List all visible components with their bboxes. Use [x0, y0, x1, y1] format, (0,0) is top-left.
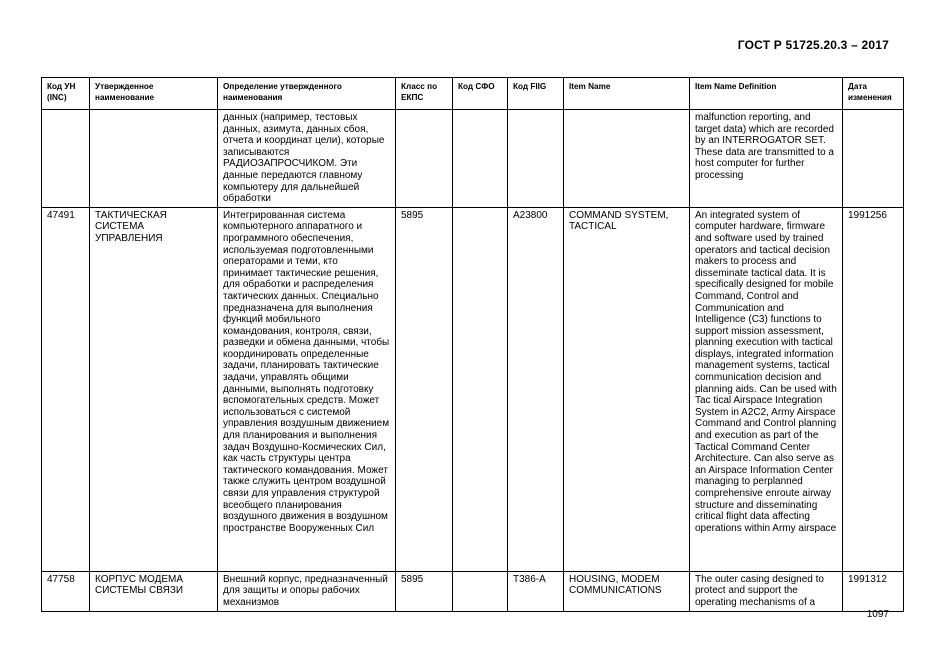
cell-inc: 47491	[42, 207, 90, 571]
cell-inc	[42, 110, 90, 208]
cell-definition-en: The outer casing designed to protect and support the operating mechanisms of a	[690, 571, 843, 611]
cell-class	[396, 110, 453, 208]
cell-definition-en: malfunction reporting, and target data) which are recorded by an INTERROGATOR SET. These data are transmitted to a host computer for further processing	[690, 110, 843, 208]
cell-definition-ru: данных (например, тестовых данных, азимута, данных сбоя, отчета и координат цели), которые записываются РАДИОЗАПРОСЧИКОМ. Эти данные передаются главному компьютеру для дальнейшей обработки	[218, 110, 396, 208]
cell-class: 5895	[396, 571, 453, 611]
cell-definition-ru: Интегрированная система компьютерного аппаратного и программного обеспечения, используемая подготовленными операторами и теми, кто принимает тактические решения, для обработки и распределения тактических данных. Специально предназначена для выполнения функций мобильного командования, контроля, связи, разведки и обмена данными, чтобы координировать определенные задачи, планировать тактические задачи, управлять общими данными, выполнять подготовку вспомогательных средств. Может использоваться с системой управления воздушным движением для планирования и выполнения задач Воздушно-Космических Сил, как часть структуры центра тактического командования. Может также служить центром воздушной связи для управления структурой всеобщего планирования воздушного движения в воздушном пространстве Вооруженных Сил	[218, 207, 396, 571]
table-row	[42, 110, 904, 208]
page-number: 1097	[866, 609, 889, 620]
col-header-inc: Код УН (INC)	[42, 78, 90, 110]
table-row	[42, 571, 904, 611]
cell-date	[843, 110, 904, 208]
document-standard-title: ГОСТ Р 51725.20.3 – 2017	[737, 38, 889, 52]
cell-item-name: COMMAND SYSTEM, TACTICAL	[564, 207, 690, 571]
col-header-class: Класс по ЕКПС	[396, 78, 453, 110]
table-header-row	[42, 78, 904, 110]
col-header-item-name-definition: Item Name Definition	[690, 78, 843, 110]
cell-sfo	[453, 571, 508, 611]
catalog-table	[41, 77, 904, 612]
cell-fiig: T386-A	[508, 571, 564, 611]
cell-definition-en: An integrated system of computer hardware, firmware and software used by trained operators and tactical decision makers to process and disseminate tactical data. It is specifically designed for mobile Command, Control and Communication and Intelligence (C3) functions to support mission assessment, planning execution with tactical displays, integrated information management systems, tactical communication decision and planning aids. Can be used with Tac tical Airspace Integration System in A2C2, Army Airspace Command and Control planning and execution as part of the Tactical Command Center Architecture. Can also serve as an Airspace Information Center managing to perplanned comprehensive enroute airway structure and disseminating critical flight data affecting operations within Army airspace	[690, 207, 843, 571]
cell-fiig	[508, 110, 564, 208]
cell-item-name: HOUSING, MODEM COMMUNICATIONS	[564, 571, 690, 611]
cell-class: 5895	[396, 207, 453, 571]
col-header-change-date: Дата изменения	[843, 78, 904, 110]
col-header-sfo: Код СФО	[453, 78, 508, 110]
col-header-fiig: Код FIIG	[508, 78, 564, 110]
cell-definition-ru: Внешний корпус, предназначенный для защиты и опоры рабочих механизмов	[218, 571, 396, 611]
cell-sfo	[453, 110, 508, 208]
cell-name-ru	[90, 110, 218, 208]
cell-fiig: A23800	[508, 207, 564, 571]
col-header-approved-name: Утвержденное наименование	[90, 78, 218, 110]
table-row	[42, 207, 904, 571]
cell-item-name	[564, 110, 690, 208]
cell-date: 1991312	[843, 571, 904, 611]
cell-name-ru: КОРПУС МОДЕМА СИСТЕМЫ СВЯЗИ	[90, 571, 218, 611]
cell-date: 1991256	[843, 207, 904, 571]
cell-inc: 47758	[42, 571, 90, 611]
col-header-item-name: Item Name	[564, 78, 690, 110]
col-header-definition-ru: Определение утвержденного наименования	[218, 78, 396, 110]
cell-name-ru: ТАКТИЧЕСКАЯ СИСТЕМА УПРАВЛЕНИЯ	[90, 207, 218, 571]
cell-sfo	[453, 207, 508, 571]
